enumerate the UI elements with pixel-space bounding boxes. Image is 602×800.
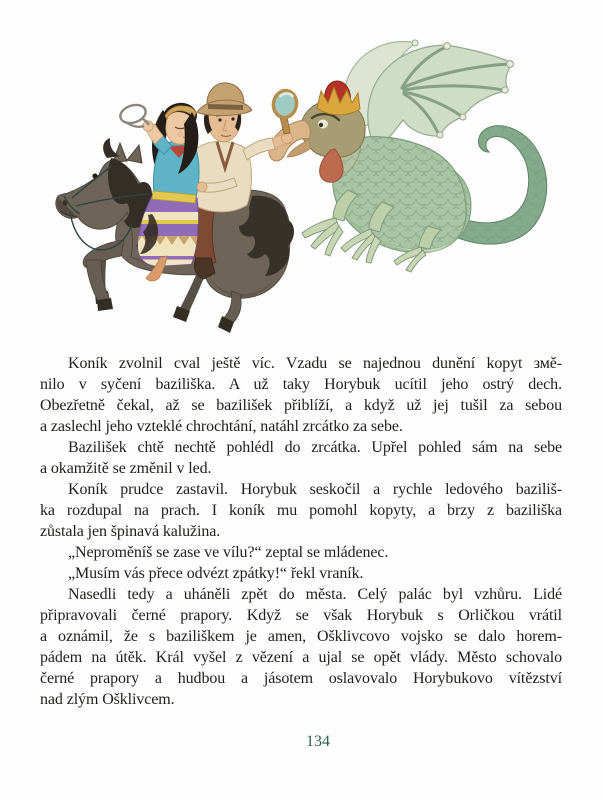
text-line: Obezřetně čekal, až se bazilišek přiblíží, a když už jej tušil za sebou bbox=[40, 397, 562, 414]
text-line: a zaslechl jeho vzteklé chrochtání, natáhl zrcátko za sebe. bbox=[40, 418, 403, 435]
text-line: a okamžitě se změnil v led. bbox=[40, 460, 212, 477]
page-number: 134 bbox=[306, 733, 330, 750]
horse-forelock bbox=[103, 138, 120, 158]
man-hat bbox=[197, 83, 252, 116]
text-line: Koník prudce zastavil. Horybuk seskočil a rychle ledového baziliš- bbox=[68, 481, 562, 498]
text-line: ka rozdupal na prach. I koník mu pomohl kopyty, a brzy z baziliška bbox=[40, 502, 562, 519]
man-near-hand bbox=[197, 182, 207, 192]
text-line: černé prapory a hudbou a jásotem oslavovalo Horybukovo vítězství bbox=[40, 670, 562, 687]
horse-ear bbox=[127, 145, 142, 163]
story-text bbox=[40, 353, 562, 710]
text-line: „Musím vás přece odvézt zpátky!“ řekl vraník. bbox=[68, 565, 364, 582]
text-line: Koník zvolnil cval ještě víc. Vzadu se najednou dunění kopyt змě- bbox=[68, 355, 562, 372]
paragraph bbox=[40, 437, 562, 479]
girl-cheek bbox=[177, 131, 183, 137]
text-line: „Neproměníš se zase ve vílu?“ zeptal se mládenec. bbox=[68, 544, 389, 561]
paragraph bbox=[40, 563, 562, 584]
man-eye bbox=[231, 117, 234, 120]
basilisk bbox=[269, 40, 547, 272]
paragraph bbox=[40, 479, 562, 542]
paragraph bbox=[40, 542, 562, 563]
man-eye bbox=[218, 118, 221, 121]
text-line: Bazilišek chtě nechtě pohlédl do zrcátka. Upřel pohled sám na sebe bbox=[68, 439, 562, 456]
text-line: pádem na útěk. Král vyšel z vězení a ujal se opět vlády. Město schovalo bbox=[40, 649, 562, 666]
text-line: a oznámil, že s baziliškem je amen, Ošklivcovo vojsko se dalo horem- bbox=[40, 628, 562, 645]
text-line: Nasedli tedy a uháněli zpět do města. Celý palác byl vzhůru. Lidé bbox=[68, 586, 562, 603]
paragraph bbox=[40, 584, 562, 710]
illustration bbox=[0, 0, 602, 352]
paragraph bbox=[40, 353, 562, 437]
man-hand bbox=[282, 133, 293, 144]
text-line: nilo v syčení baziliška. A už taky Horybuk ucítil jeho ostrý dech. bbox=[40, 376, 562, 393]
text-line: připravovali černé prapory. Když se však Horybuk s Orličkou vrátil bbox=[40, 607, 562, 624]
text-line: nad zlým Ošklivcem. bbox=[40, 691, 175, 708]
text-line: zůstala jen špinavá kalužina. bbox=[40, 523, 221, 540]
